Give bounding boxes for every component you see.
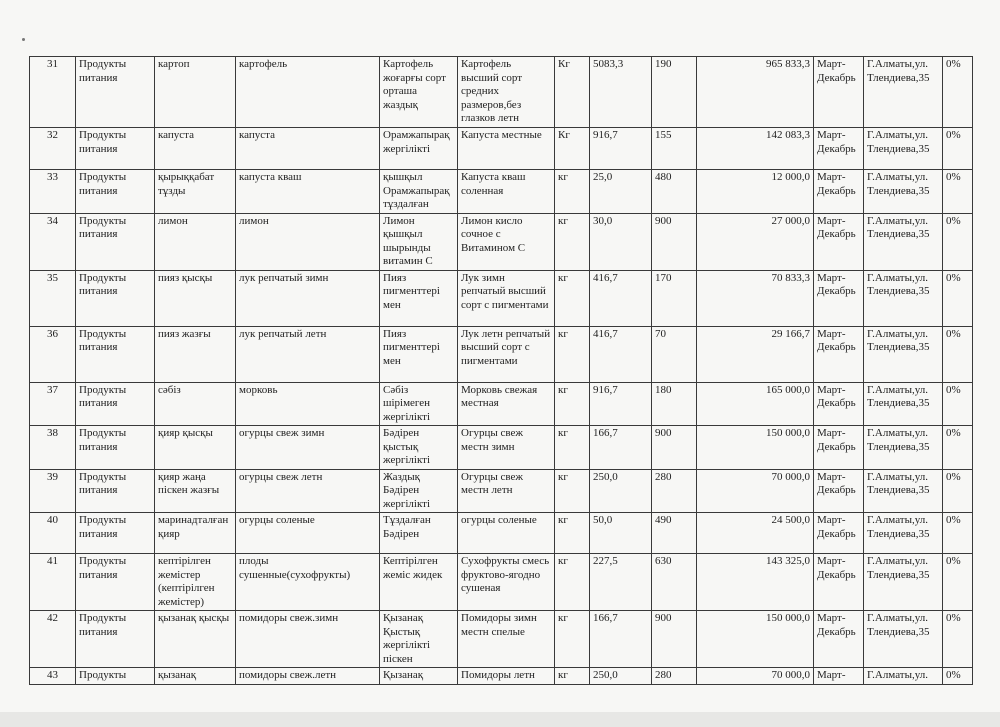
percent-cell: 0% [943,170,973,214]
price-cell: 70 [652,326,697,382]
spec-kz-cell: Лимон қышқыл шырынды витамин С [380,213,458,270]
spec-ru-cell: Морковь свежая местная [458,382,555,426]
period-cell: Март-Декабрь [814,469,864,513]
table-row [30,611,973,668]
name-ru-cell: огурцы свеж летн [236,469,380,513]
quantity-cell: 30,0 [590,213,652,270]
percent-cell: 0% [943,611,973,668]
percent-cell: 0% [943,469,973,513]
name-kz-cell: сәбіз [155,382,236,426]
name-kz-cell: пияз қысқы [155,270,236,326]
row-number: 39 [30,469,76,513]
sum-cell: 150 000,0 [697,611,814,668]
percent-cell: 0% [943,668,973,685]
quantity-cell: 250,0 [590,469,652,513]
period-cell: Март-Декабрь [814,382,864,426]
spec-ru-cell: Помидоры летн [458,668,555,685]
name-kz-cell: қияр жаңа піскен жазғы [155,469,236,513]
period-cell: Март-Декабрь [814,554,864,611]
period-cell: Март-Декабрь [814,513,864,554]
sum-cell: 142 083,3 [697,128,814,170]
table-row [30,128,973,170]
table-row [30,668,973,685]
name-ru-cell: капуста [236,128,380,170]
address-cell: Г.Алматы,ул. Тлендиева,35 [864,326,943,382]
sum-cell: 165 000,0 [697,382,814,426]
category-cell: Продукты питания [76,426,155,470]
price-cell: 280 [652,469,697,513]
row-number: 38 [30,426,76,470]
row-number: 42 [30,611,76,668]
unit-cell: кг [555,326,590,382]
quantity-cell: 227,5 [590,554,652,611]
quantity-cell: 916,7 [590,128,652,170]
name-kz-cell: капуста [155,128,236,170]
address-cell: Г.Алматы,ул. Тлендиева,35 [864,57,943,128]
sum-cell: 29 166,7 [697,326,814,382]
name-kz-cell: лимон [155,213,236,270]
category-cell: Продукты питания [76,326,155,382]
unit-cell: кг [555,170,590,214]
sum-cell: 24 500,0 [697,513,814,554]
name-kz-cell: пияз жазғы [155,326,236,382]
period-cell: Март-Декабрь [814,57,864,128]
table-row [30,469,973,513]
period-cell: Март-Декабрь [814,326,864,382]
spec-ru-cell: Картофель высший сорт средних размеров,без глазков летн [458,57,555,128]
spec-ru-cell: огурцы соленые [458,513,555,554]
price-cell: 280 [652,668,697,685]
period-cell: Март- [814,668,864,685]
percent-cell: 0% [943,57,973,128]
address-cell: Г.Алматы,ул. Тлендиева,35 [864,554,943,611]
spec-kz-cell: Пияз пигменттері мен [380,270,458,326]
spec-kz-cell: Пияз пигменттері мен [380,326,458,382]
sum-cell: 70 000,0 [697,668,814,685]
price-cell: 480 [652,170,697,214]
unit-cell: кг [555,554,590,611]
table-row [30,426,973,470]
unit-cell: Кг [555,57,590,128]
period-cell: Март-Декабрь [814,426,864,470]
row-number: 40 [30,513,76,554]
table-row [30,270,973,326]
period-cell: Март-Декабрь [814,611,864,668]
sum-cell: 150 000,0 [697,426,814,470]
name-ru-cell: лук репчатый летн [236,326,380,382]
scan-bottom-band [0,712,1000,727]
sum-cell: 12 000,0 [697,170,814,214]
address-cell: Г.Алматы,ул. Тлендиева,35 [864,128,943,170]
table-row [30,554,973,611]
address-cell: Г.Алматы,ул. [864,668,943,685]
name-kz-cell: қызанақ [155,668,236,685]
spec-kz-cell: Жаздық Бәдірен жергілікті [380,469,458,513]
name-ru-cell: морковь [236,382,380,426]
spec-kz-cell: Бәдірен қыстық жергілікті [380,426,458,470]
name-ru-cell: картофель [236,57,380,128]
quantity-cell: 166,7 [590,611,652,668]
table-row [30,513,973,554]
quantity-cell: 416,7 [590,270,652,326]
spec-kz-cell: Картофель жоғарғы сорт орташа жаздық [380,57,458,128]
spec-kz-cell: Қызанақ [380,668,458,685]
price-cell: 900 [652,213,697,270]
spec-ru-cell: Капуста кваш соленная [458,170,555,214]
quantity-cell: 416,7 [590,326,652,382]
name-ru-cell: лук репчатый зимн [236,270,380,326]
name-ru-cell: капуста кваш [236,170,380,214]
unit-cell: кг [555,668,590,685]
sum-cell: 27 000,0 [697,213,814,270]
sum-cell: 143 325,0 [697,554,814,611]
quantity-cell: 166,7 [590,426,652,470]
category-cell: Продукты питания [76,128,155,170]
unit-cell: кг [555,426,590,470]
percent-cell: 0% [943,270,973,326]
table-row [30,213,973,270]
price-cell: 180 [652,382,697,426]
address-cell: Г.Алматы,ул. Тлендиева,35 [864,426,943,470]
quantity-cell: 250,0 [590,668,652,685]
price-cell: 170 [652,270,697,326]
name-kz-cell: маринадталған қияр [155,513,236,554]
category-cell: Продукты питания [76,554,155,611]
row-number: 36 [30,326,76,382]
row-number: 37 [30,382,76,426]
spec-ru-cell: Капуста местные [458,128,555,170]
address-cell: Г.Алматы,ул. Тлендиева,35 [864,213,943,270]
quantity-cell: 50,0 [590,513,652,554]
table-row [30,170,973,214]
name-kz-cell: қызанақ қысқы [155,611,236,668]
name-kz-cell: қияр қысқы [155,426,236,470]
sum-cell: 965 833,3 [697,57,814,128]
address-cell: Г.Алматы,ул. Тлендиева,35 [864,513,943,554]
row-number: 32 [30,128,76,170]
table-row [30,57,973,128]
name-ru-cell: огурцы свеж зимн [236,426,380,470]
percent-cell: 0% [943,128,973,170]
name-kz-cell: қырыққабат тұзды [155,170,236,214]
unit-cell: кг [555,270,590,326]
name-ru-cell: помидоры свеж.летн [236,668,380,685]
period-cell: Март-Декабрь [814,270,864,326]
sum-cell: 70 000,0 [697,469,814,513]
category-cell: Продукты питания [76,469,155,513]
name-ru-cell: огурцы соленые [236,513,380,554]
unit-cell: кг [555,513,590,554]
spec-ru-cell: Помидоры зимн местн спелые [458,611,555,668]
category-cell: Продукты питания [76,513,155,554]
category-cell: Продукты питания [76,270,155,326]
spec-ru-cell: Лук летн репчатый высший сорт с пигментами [458,326,555,382]
row-number: 35 [30,270,76,326]
address-cell: Г.Алматы,ул. Тлендиева,35 [864,170,943,214]
period-cell: Март-Декабрь [814,170,864,214]
address-cell: Г.Алматы,ул. Тлендиева,35 [864,270,943,326]
table-row [30,382,973,426]
sum-cell: 70 833,3 [697,270,814,326]
spec-ru-cell: Огурцы свеж местн зимн [458,426,555,470]
name-kz-cell: картоп [155,57,236,128]
name-ru-cell: лимон [236,213,380,270]
quantity-cell: 25,0 [590,170,652,214]
price-cell: 155 [652,128,697,170]
unit-cell: Кг [555,128,590,170]
spec-kz-cell: Сәбіз шірімеген жергілікті [380,382,458,426]
unit-cell: кг [555,611,590,668]
percent-cell: 0% [943,426,973,470]
category-cell: Продукты [76,668,155,685]
spec-kz-cell: қышқыл Орамжапырақ тұздалған [380,170,458,214]
category-cell: Продукты питания [76,382,155,426]
price-cell: 630 [652,554,697,611]
unit-cell: кг [555,213,590,270]
spec-ru-cell: Сухофрукты смесь фруктово-ягодно сушеная [458,554,555,611]
quantity-cell: 916,7 [590,382,652,426]
percent-cell: 0% [943,554,973,611]
percent-cell: 0% [943,213,973,270]
spec-ru-cell: Огурцы свеж местн летн [458,469,555,513]
row-number: 41 [30,554,76,611]
price-cell: 490 [652,513,697,554]
percent-cell: 0% [943,326,973,382]
scan-speck [22,38,25,41]
price-cell: 900 [652,611,697,668]
period-cell: Март-Декабрь [814,213,864,270]
procurement-table [29,56,973,685]
address-cell: Г.Алматы,ул. Тлендиева,35 [864,382,943,426]
spec-kz-cell: Орамжапырақ жергілікті [380,128,458,170]
price-cell: 900 [652,426,697,470]
table-row [30,326,973,382]
spec-kz-cell: Тұздалған Бәдірен [380,513,458,554]
spec-kz-cell: Кептірілген жеміс жидек [380,554,458,611]
price-cell: 190 [652,57,697,128]
address-cell: Г.Алматы,ул. Тлендиева,35 [864,469,943,513]
name-ru-cell: плоды сушенные(сухофрукты) [236,554,380,611]
row-number: 43 [30,668,76,685]
category-cell: Продукты питания [76,57,155,128]
spec-kz-cell: Қызанақ Қыстық жергілікті піскен [380,611,458,668]
spec-ru-cell: Лук зимн репчатый высший сорт с пигментами [458,270,555,326]
address-cell: Г.Алматы,ул. Тлендиева,35 [864,611,943,668]
spec-ru-cell: Лимон кисло сочное с Витамином С [458,213,555,270]
unit-cell: кг [555,469,590,513]
quantity-cell: 5083,3 [590,57,652,128]
category-cell: Продукты питания [76,170,155,214]
name-ru-cell: помидоры свеж.зимн [236,611,380,668]
percent-cell: 0% [943,513,973,554]
category-cell: Продукты питания [76,611,155,668]
unit-cell: кг [555,382,590,426]
category-cell: Продукты питания [76,213,155,270]
name-kz-cell: кептірілген жемістер (кептірілген жемістер) [155,554,236,611]
period-cell: Март-Декабрь [814,128,864,170]
row-number: 34 [30,213,76,270]
row-number: 33 [30,170,76,214]
row-number: 31 [30,57,76,128]
percent-cell: 0% [943,382,973,426]
